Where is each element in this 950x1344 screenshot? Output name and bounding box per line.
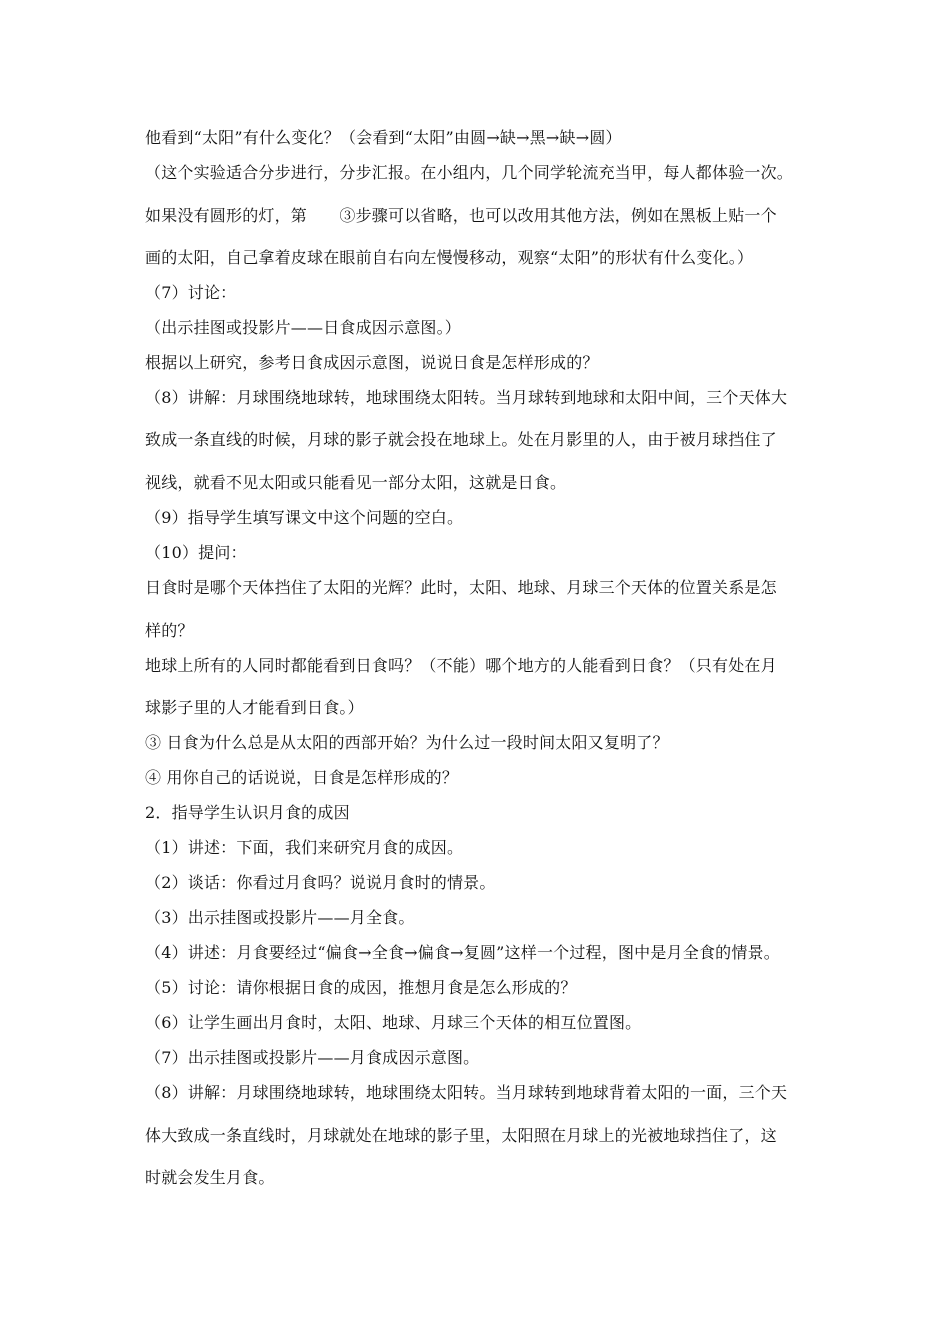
text-line: 视线，就看不见太阳或只能看见一部分太阳，这就是日食。 (145, 473, 567, 492)
text-line: （3）出示挂图或投影片——月全食。 (145, 908, 415, 927)
text-line: （8）讲解：月球围绕地球转，地球围绕太阳转。当月球转到地球和太阳中间，三个天体大 (145, 388, 788, 407)
text-line: 如果没有圆形的灯，第 ③步骤可以省略，也可以改用其他方法，例如在黑板上贴一个 (145, 206, 777, 225)
text-line: ③ 日食为什么总是从太阳的西部开始？为什么过一段时间太阳又复明了？ (145, 733, 669, 752)
text-line: （4）讲述：月食要经过“偏食→全食→偏食→复圆”这样一个过程，图中是月全食的情景。 (145, 943, 780, 962)
text-line: （6）让学生画出月食时，太阳、地球、月球三个天体的相互位置图。 (145, 1013, 642, 1032)
text-line: 地球上所有的人同时都能看到日食吗？（不能）哪个地方的人能看到日食？（只有处在月 (145, 656, 777, 675)
text-line: （5）讨论：请你根据日食的成因，推想月食是怎么形成的？ (145, 978, 577, 997)
text-line: （这个实验适合分步进行，分步汇报。在小组内，几个同学轮流充当甲，每人都体验一次。 (145, 163, 794, 182)
text-line: 样的？ (145, 621, 194, 640)
text-line: （出示挂图或投影片——日食成因示意图。） (145, 318, 462, 337)
text-line: （7）讨论： (145, 283, 237, 302)
text-line: 体大致成一条直线时，月球就处在地球的影子里，太阳照在月球上的光被地球挡住了，这 (145, 1126, 777, 1145)
text-line: （8）讲解：月球围绕地球转，地球围绕太阳转。当月球转到地球背着太阳的一面，三个天 (145, 1083, 788, 1102)
text-line: （9）指导学生填写课文中这个问题的空白。 (145, 508, 464, 527)
text-line: 根据以上研究，参考日食成因示意图，说说日食是怎样形成的？ (145, 353, 599, 372)
text-line: （10）提问： (145, 543, 247, 562)
text-line: 画的太阳，自己拿着皮球在眼前自右向左慢慢移动，观察“太阳”的形状有什么变化。） (145, 248, 754, 267)
text-line: （1）讲述：下面，我们来研究月食的成因。 (145, 838, 464, 857)
text-line: 致成一条直线的时候，月球的影子就会投在地球上。处在月影里的人，由于被月球挡住了 (145, 430, 777, 449)
text-line: 球影子里的人才能看到日食。） (145, 698, 364, 717)
text-line: 他看到“太阳”有什么变化？（会看到“太阳”由圆→缺→黑→缺→圆） (145, 128, 622, 147)
text-line: 2．指导学生认识月食的成因 (145, 803, 350, 822)
text-line: 时就会发生月食。 (145, 1168, 275, 1187)
text-line: 日食时是哪个天体挡住了太阳的光辉？此时，太阳、地球、月球三个天体的位置关系是怎 (145, 578, 777, 597)
text-line: （7）出示挂图或投影片——月食成因示意图。 (145, 1048, 480, 1067)
text-line: ④ 用你自己的话说说，日食是怎样形成的？ (145, 768, 459, 787)
text-line: （2）谈话：你看过月食吗？说说月食时的情景。 (145, 873, 496, 892)
